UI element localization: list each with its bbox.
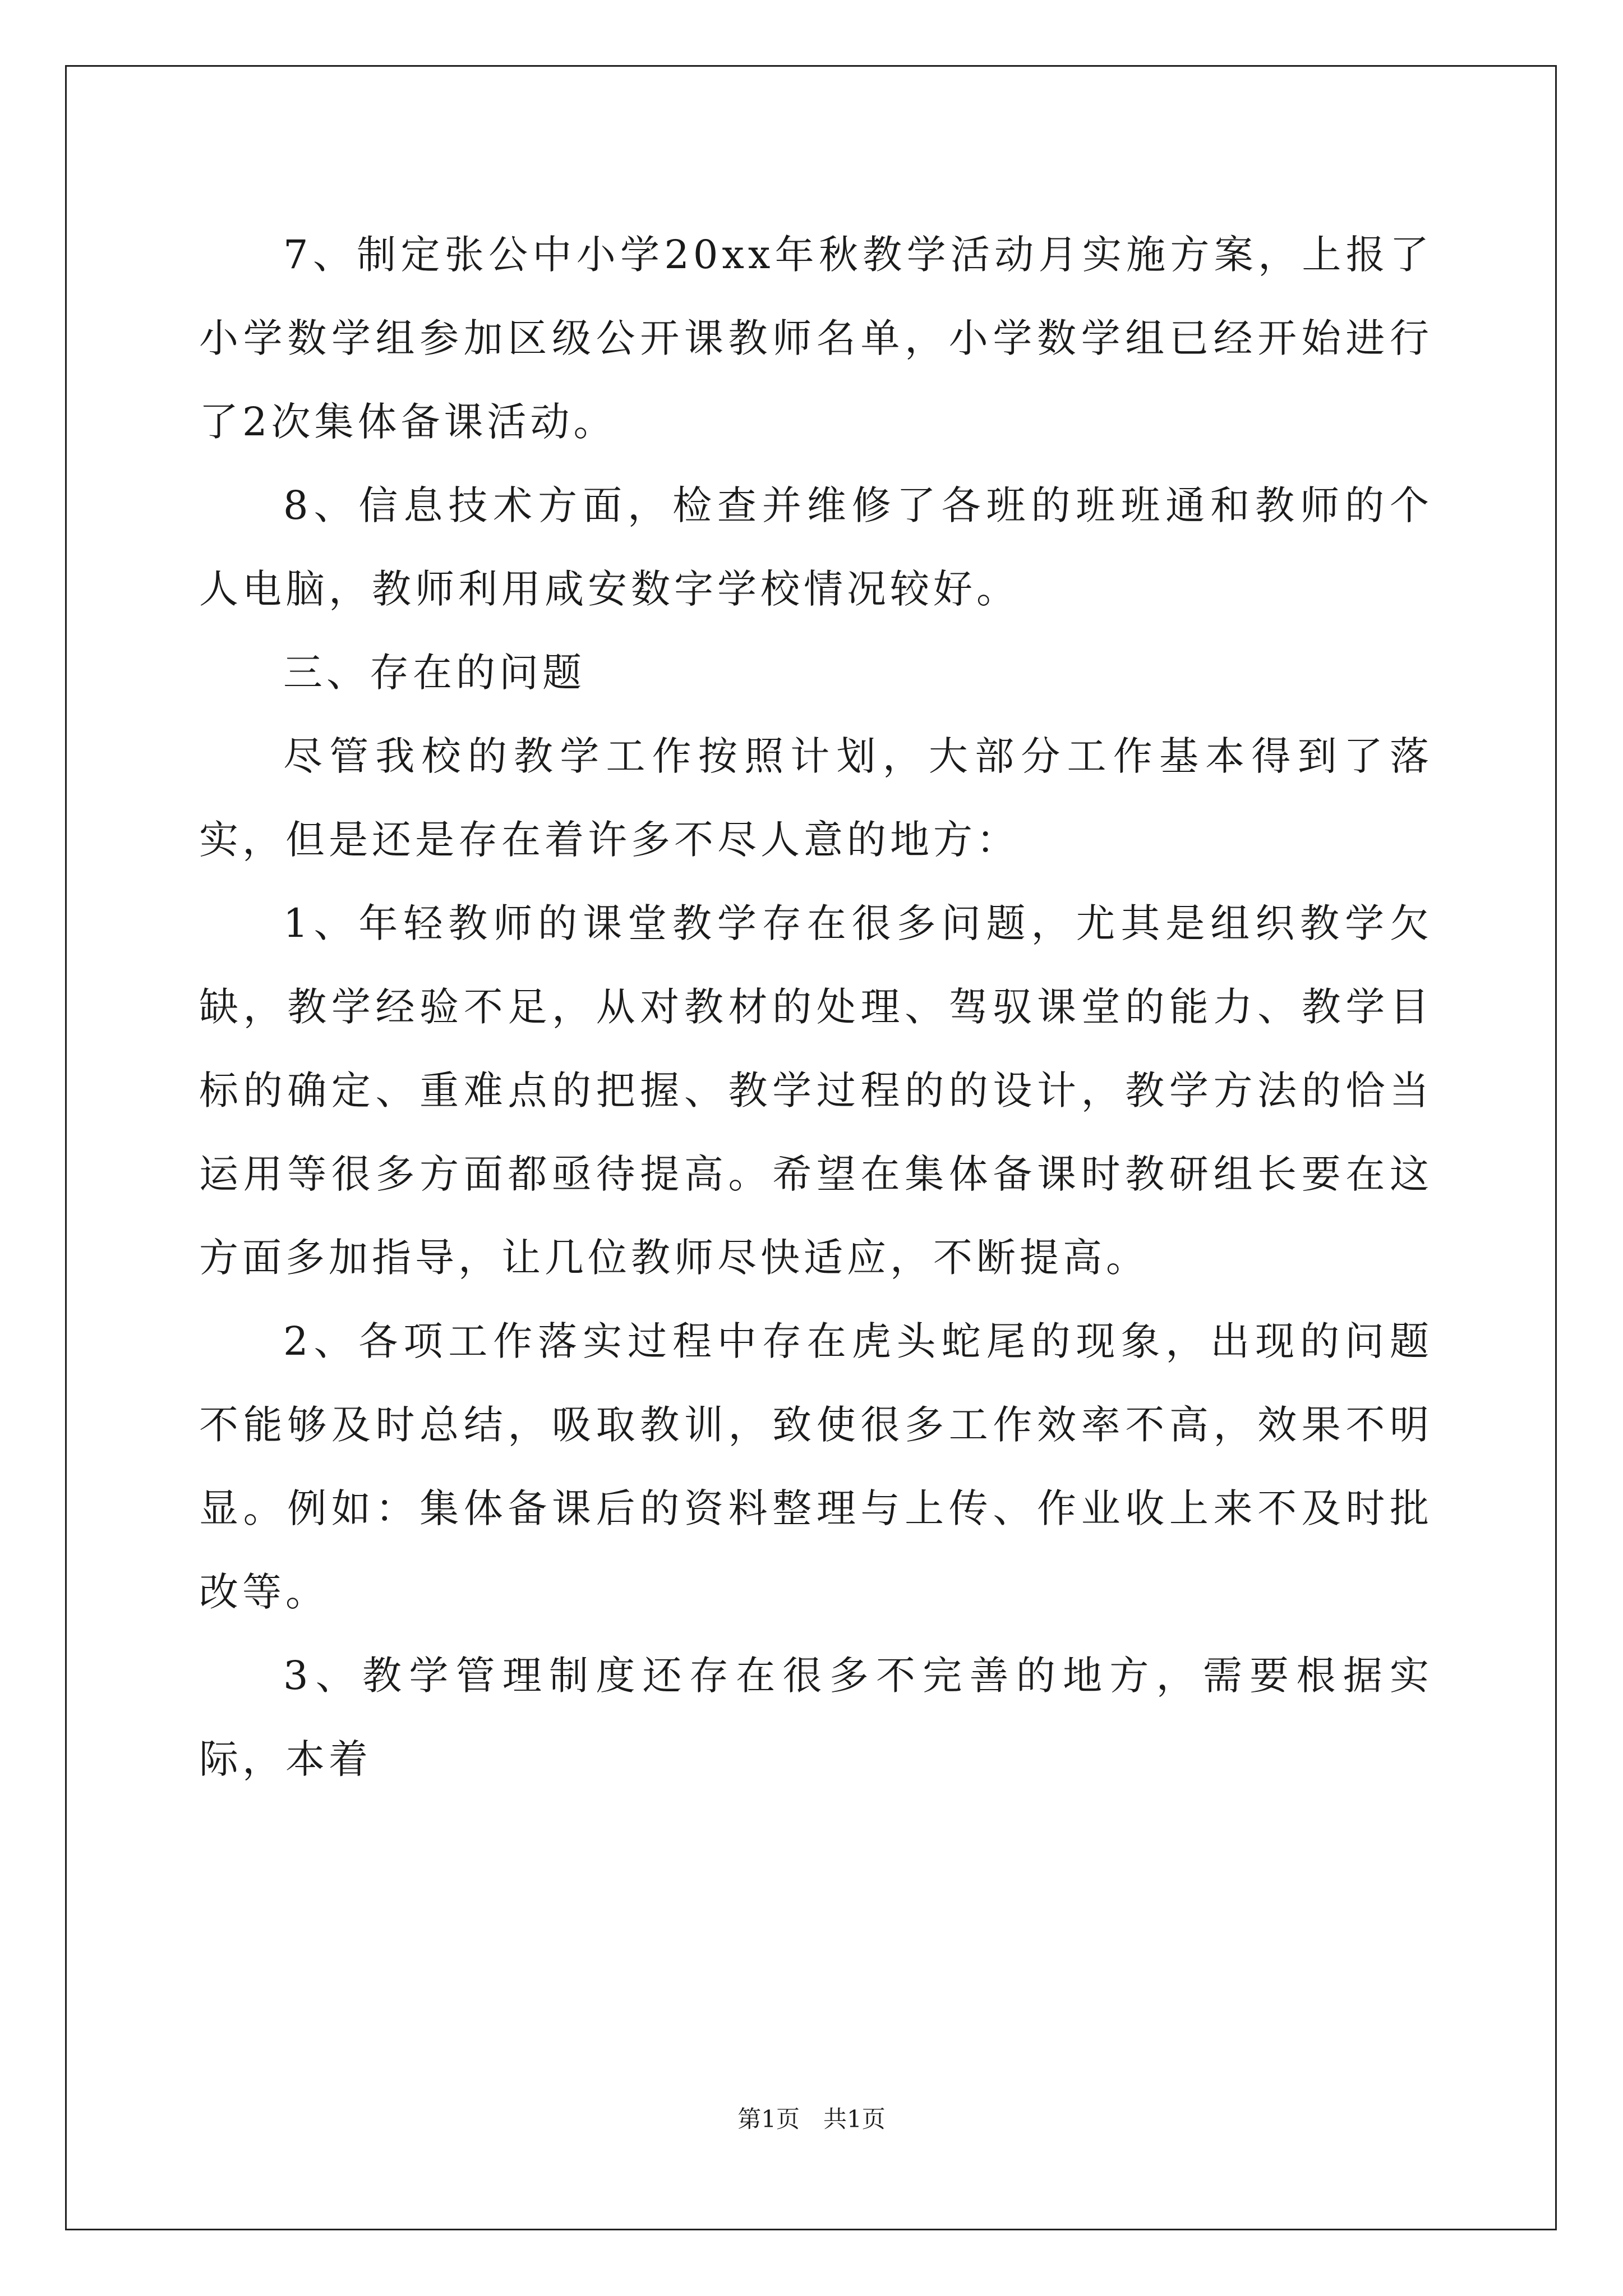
- paragraph-intro: 尽管我校的教学工作按照计划，大部分工作基本得到了落实，但是还是存在着许多不尽人意的地方：: [199, 733, 1433, 863]
- section-heading: 三、存在的问题: [283, 650, 585, 696]
- paragraph-item-7: 7、制定张公中小学20xx年秋教学活动月实施方案，上报了小学数学组参加区级公开课教师名单，小学数学组已经开始进行了2次集体备课活动。: [199, 232, 1433, 445]
- page-footer: 第1页 共1页: [737, 2105, 886, 2133]
- document-body: [199, 213, 1433, 1801]
- paragraph-item-8: 8、信息技术方面，检查并维修了各班的班班通和教师的个人电脑，教师利用咸安数字学校情况较好。: [199, 482, 1433, 612]
- paragraph-problem-2: 2、各项工作落实过程中存在虎头蛇尾的现象，出现的问题不能够及时总结，吸取教训，致使很多工作效率不高，效果不明显。例如：集体备课后的资料整理与上传、作业收上来不及时批改等。: [199, 1318, 1433, 1615]
- paragraph-problem-1: 1、年轻教师的课堂教学存在很多问题，尤其是组织教学欠缺，教学经验不足，从对教材的处理、驾驭课堂的能力、教学目标的确定、重难点的把握、教学过程的的设计，教学方法的恰当运用等很多方面都亟待提高。希望在集体备课时教研组长要在这方面多加指导，让几位教师尽快适应，不断提高。: [199, 900, 1433, 1281]
- paragraph-problem-3: 3、教学管理制度还存在很多不完善的地方，需要根据实际，本着: [199, 1653, 1433, 1782]
